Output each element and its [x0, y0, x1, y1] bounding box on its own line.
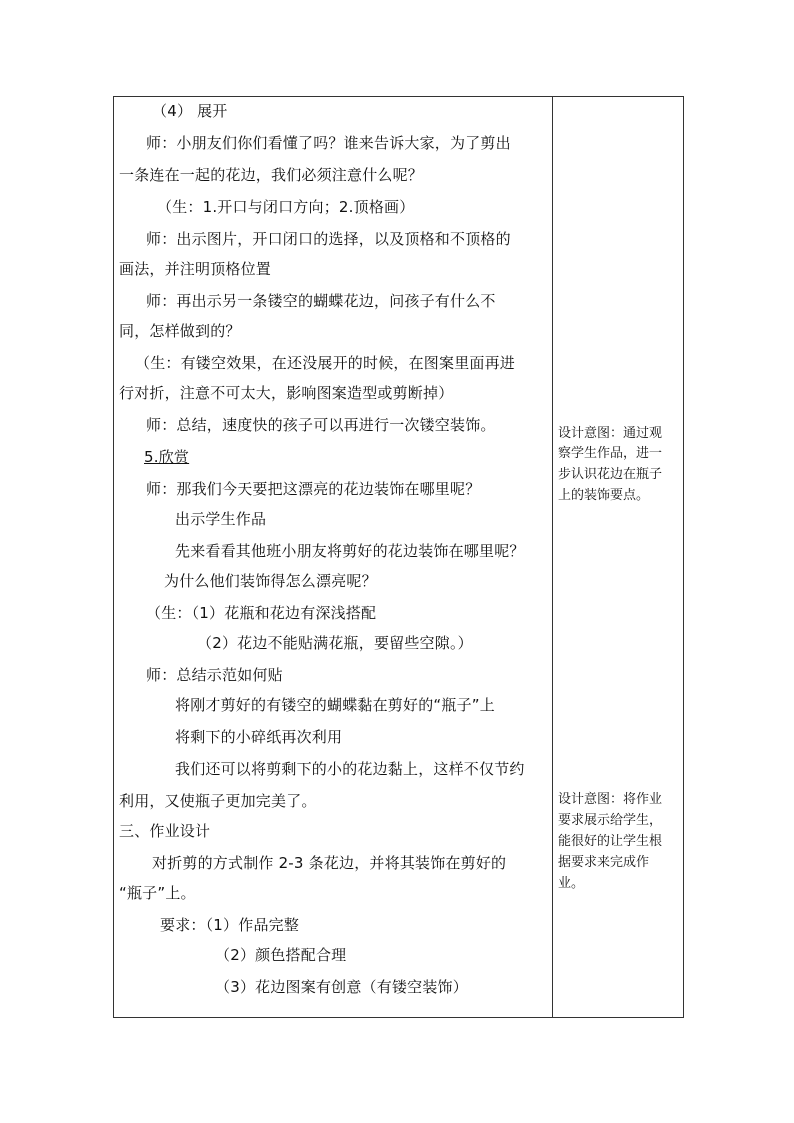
column-divider: [552, 96, 553, 1018]
design-note-1-line: 上的装饰要点。: [558, 488, 650, 503]
design-note-2-line: 要求展示给学生，: [558, 813, 663, 828]
section-heading-homework: 三、作业设计: [119, 822, 211, 840]
text-line: 将剩下的小碎纸再次利用: [175, 728, 343, 746]
text-line: （生：（1）花瓶和花边有深浅搭配: [146, 604, 377, 622]
text-line: 行对折，注意不可太大，影响图案造型或剪断掉）: [119, 384, 454, 402]
design-note-2-line: 业。: [558, 876, 585, 891]
text-line: 我们还可以将剪剩下的小的花边黏上，这样不仅节约: [175, 760, 525, 778]
text-line: 师：总结示范如何贴: [146, 666, 283, 684]
text-line: 师：那我们今天要把这漂亮的花边装饰在哪里呢？: [146, 480, 481, 498]
text-line: 利用，又使瓶子更加完美了。: [119, 792, 317, 810]
text-line: （生：1.开口与闭口方向；2.顶格画）: [157, 198, 415, 216]
text-line: （2）花边不能贴满花瓶，要留些空隙。）: [197, 634, 473, 652]
text-line: 为什么他们装饰得怎么漂亮呢？: [164, 572, 377, 590]
text-line: 师：再出示另一条镂空的蝴蝶花边，问孩子有什么不: [146, 292, 496, 310]
text-line: 要求：（1）作品完整: [160, 916, 300, 934]
text-line: （生：有镂空效果，在还没展开的时候，在图案里面再进: [135, 354, 516, 372]
text-line: 对折剪的方式制作 2-3 条花边，并将其装饰在剪好的: [152, 854, 507, 872]
section-heading-appreciation: 5.欣赏: [144, 448, 190, 466]
design-note-2-line: 据要求来完成作: [558, 855, 650, 870]
text-line: （2）颜色搭配合理: [215, 946, 347, 964]
design-note-1-line: 察学生作品，进一: [558, 446, 663, 461]
text-line: “瓶子”上。: [119, 884, 196, 902]
text-line: （3）花边图案有创意（有镂空装饰）: [215, 978, 468, 996]
design-note-2-line: 能很好的让学生根: [558, 834, 663, 849]
text-line: 先来看看其他班小朋友将剪好的花边装饰在哪里呢？: [175, 542, 525, 560]
design-note-1-line: 步认识花边在瓶子: [558, 467, 663, 482]
text-line: 一条连在一起的花边，我们必须注意什么呢？: [119, 166, 424, 184]
text-line: 同，怎样做到的？: [119, 322, 241, 340]
text-line: 师：总结，速度快的孩子可以再进行一次镂空装饰。: [146, 416, 496, 434]
text-line: 师：小朋友们你们看懂了吗？谁来告诉大家，为了剪出: [146, 134, 511, 152]
text-line: 将刚才剪好的有镂空的蝴蝶黏在剪好的“瓶子”上: [175, 696, 495, 714]
design-note-1-line: 设计意图：通过观: [558, 426, 663, 441]
text-line: 画法，并注明顶格位置: [119, 260, 272, 278]
text-line: 师：出示图片，开口闭口的选择，以及顶格和不顶格的: [146, 230, 511, 248]
section-heading-unfold: （4） 展开: [152, 102, 228, 120]
text-line: 出示学生作品: [175, 510, 267, 528]
design-note-2-line: 设计意图：将作业: [558, 792, 663, 807]
